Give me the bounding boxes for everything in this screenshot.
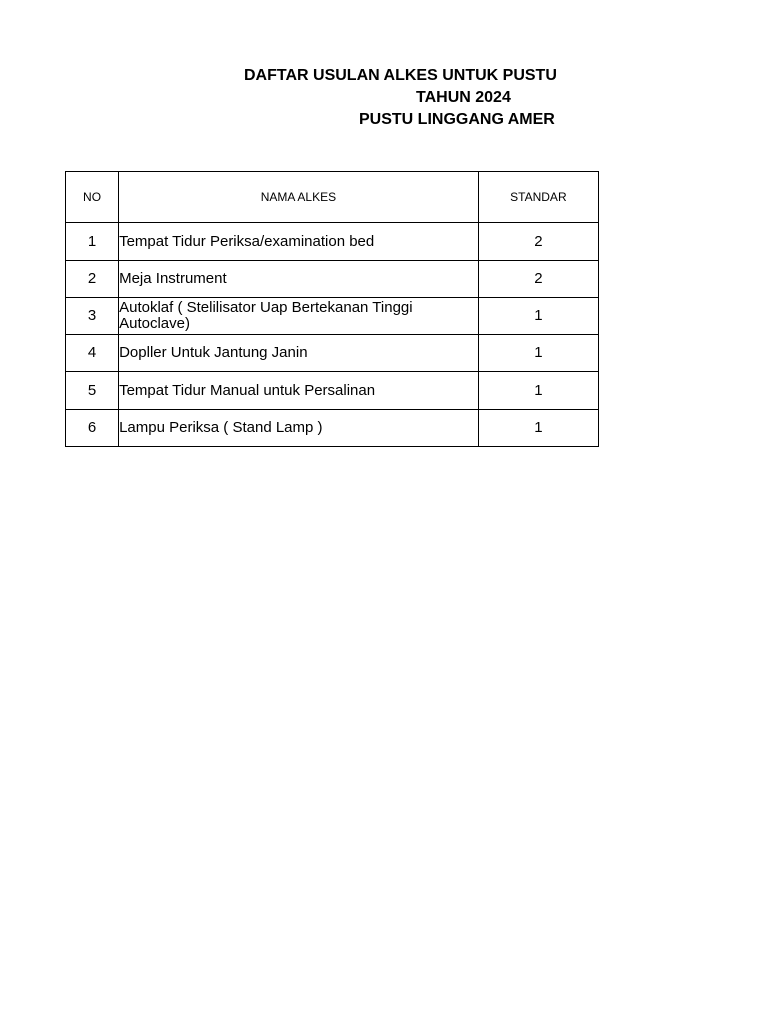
cell-standard: 2 <box>478 223 598 261</box>
cell-no: 2 <box>66 261 119 298</box>
table-row <box>66 223 599 261</box>
table-row <box>66 261 599 298</box>
header-name: NAMA ALKES <box>119 172 479 223</box>
document-title: DAFTAR USULAN ALKES UNTUK PUSTU <box>244 67 557 84</box>
document-year: TAHUN 2024 <box>416 89 511 106</box>
cell-no: 6 <box>66 410 119 447</box>
cell-name: Lampu Periksa ( Stand Lamp ) <box>119 410 479 447</box>
document-location: PUSTU LINGGANG AMER <box>359 111 555 128</box>
table-row <box>66 410 599 447</box>
cell-standard: 1 <box>478 298 598 335</box>
table-row <box>66 372 599 410</box>
header-standard: STANDAR <box>478 172 598 223</box>
equipment-table <box>65 171 599 447</box>
cell-name: Autoklaf ( Stelilisator Uap Bertekanan Tinggi Autoclave) <box>119 298 479 335</box>
table-header-row <box>66 172 599 223</box>
cell-no: 1 <box>66 223 119 261</box>
cell-name: Dopller Untuk Jantung Janin <box>119 335 479 372</box>
cell-standard: 1 <box>478 410 598 447</box>
cell-standard: 1 <box>478 335 598 372</box>
cell-no: 3 <box>66 298 119 335</box>
cell-no: 4 <box>66 335 119 372</box>
cell-name: Tempat Tidur Periksa/examination bed <box>119 223 479 261</box>
cell-name: Meja Instrument <box>119 261 479 298</box>
cell-no: 5 <box>66 372 119 410</box>
cell-standard: 2 <box>478 261 598 298</box>
header-no: NO <box>66 172 119 223</box>
table-row <box>66 335 599 372</box>
cell-standard: 1 <box>478 372 598 410</box>
table-row <box>66 298 599 335</box>
cell-name: Tempat Tidur Manual untuk Persalinan <box>119 372 479 410</box>
